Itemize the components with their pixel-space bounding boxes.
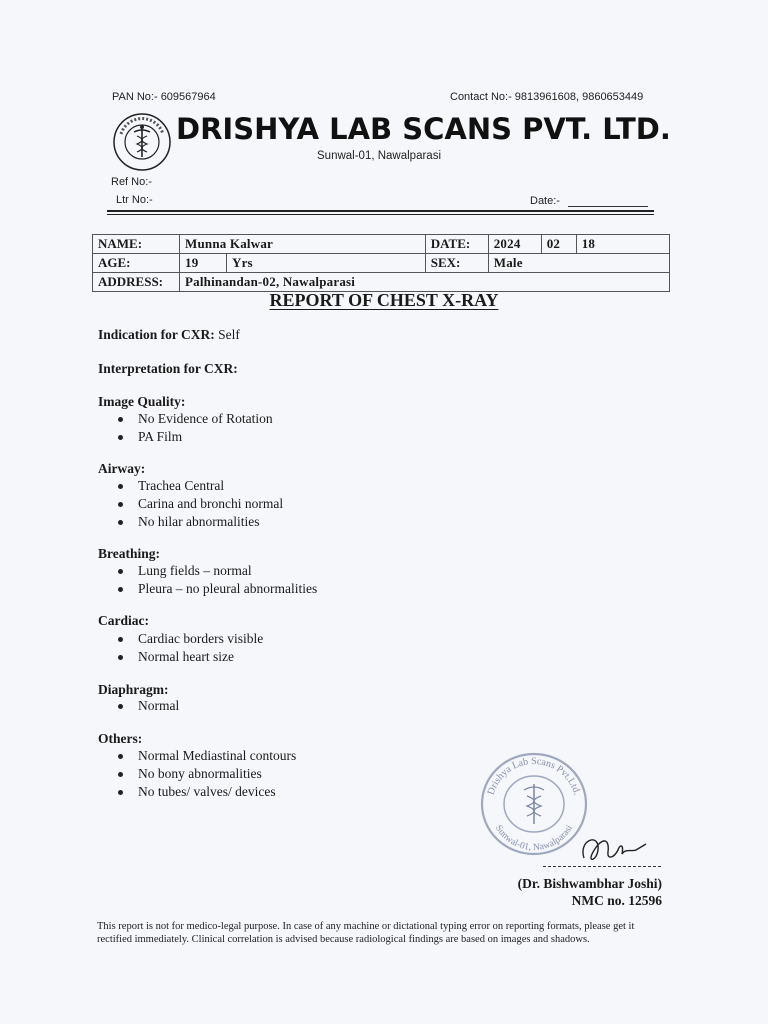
list-item: Normal <box>112 697 179 715</box>
caduceus-logo-icon <box>112 112 172 172</box>
cardiac-list <box>112 630 263 666</box>
header-rule <box>107 210 654 212</box>
date-year: 2024 <box>488 235 541 254</box>
report-title: REPORT OF CHEST X-RAY <box>269 290 499 310</box>
address-label: ADDRESS: <box>93 273 180 292</box>
section-heading: Image Quality: <box>98 394 186 409</box>
others-list <box>112 747 296 801</box>
contact-number: Contact No:- 9813961608, 9860653449 <box>450 91 644 103</box>
section-heading: Airway: <box>98 461 146 476</box>
ltr-no: Ltr No:- <box>116 194 153 206</box>
patient-sex: Male <box>488 254 669 273</box>
list-item: Normal Mediastinal contours <box>112 747 296 765</box>
diaphragm-list <box>112 697 179 715</box>
airway-list <box>112 477 283 531</box>
patient-info-table <box>92 234 670 292</box>
section-heading: Cardiac: <box>98 613 149 628</box>
doctor-signature <box>570 830 660 870</box>
lab-address: Sunwal-01, Nawalparasi <box>317 150 442 162</box>
list-item: Normal heart size <box>112 648 263 666</box>
list-item: No hilar abnormalities <box>112 513 283 531</box>
indication-line <box>98 327 240 343</box>
section-heading: Diaphragm: <box>98 682 169 697</box>
list-item: Trachea Central <box>112 477 283 495</box>
date-line <box>568 206 648 207</box>
indication-value: Self <box>218 327 240 342</box>
doctor-name: (Dr. Bishwambhar Joshi) <box>517 876 662 891</box>
image-quality-list <box>112 410 273 446</box>
svg-text:Sunwal-01, Nawalparasi: Sunwal-01, Nawalparasi <box>492 823 576 854</box>
ref-no: Ref No:- <box>111 176 152 188</box>
name-label: NAME: <box>93 235 180 254</box>
table-row <box>93 254 670 273</box>
disclaimer: This report is not for medico-legal purpose. In case of any machine or dictational typing error on reporting formats, please get it rectified immediately. Clinical correlation is advised because radiological findings are based on images and shadows. <box>97 921 635 945</box>
list-item: PA Film <box>112 428 273 446</box>
section-heading: Others: <box>98 731 143 746</box>
date-label: Date:- <box>530 195 560 207</box>
section-heading: Breathing: <box>98 546 161 561</box>
patient-address: Palhinandan-02, Nawalparasi <box>180 273 670 292</box>
list-item: Lung fields – normal <box>112 562 317 580</box>
lab-name: DRISHYA LAB SCANS PVT. LTD. <box>176 112 671 146</box>
list-item: Cardiac borders visible <box>112 630 263 648</box>
age-unit: Yrs <box>227 254 426 273</box>
table-row <box>93 235 670 254</box>
date-month: 02 <box>541 235 576 254</box>
list-item: No tubes/ valves/ devices <box>112 783 296 801</box>
table-row <box>93 273 670 292</box>
signature-line <box>543 866 661 867</box>
nmc-number: NMC no. 12596 <box>571 893 662 908</box>
list-item: Pleura – no pleural abnormalities <box>112 580 317 598</box>
date-day: 18 <box>576 235 669 254</box>
header-rule-thin <box>107 214 654 215</box>
age-label: AGE: <box>93 254 180 273</box>
list-item: Carina and bronchi normal <box>112 495 283 513</box>
interpretation-label: Interpretation for CXR: <box>98 361 238 376</box>
pan-number: PAN No:- 609567964 <box>112 91 216 103</box>
breathing-list <box>112 562 317 598</box>
list-item: No Evidence of Rotation <box>112 410 273 428</box>
sex-label: SEX: <box>425 254 488 273</box>
patient-name: Munna Kalwar <box>180 235 426 254</box>
svg-text:Drishya Lab Scans Pvt.Ltd.: Drishya Lab Scans Pvt.Ltd. <box>485 755 583 797</box>
list-item: No bony abnormalities <box>112 765 296 783</box>
indication-label: Indication for CXR: <box>98 327 215 342</box>
patient-age: 19 <box>180 254 227 273</box>
date-cell-label: DATE: <box>425 235 488 254</box>
